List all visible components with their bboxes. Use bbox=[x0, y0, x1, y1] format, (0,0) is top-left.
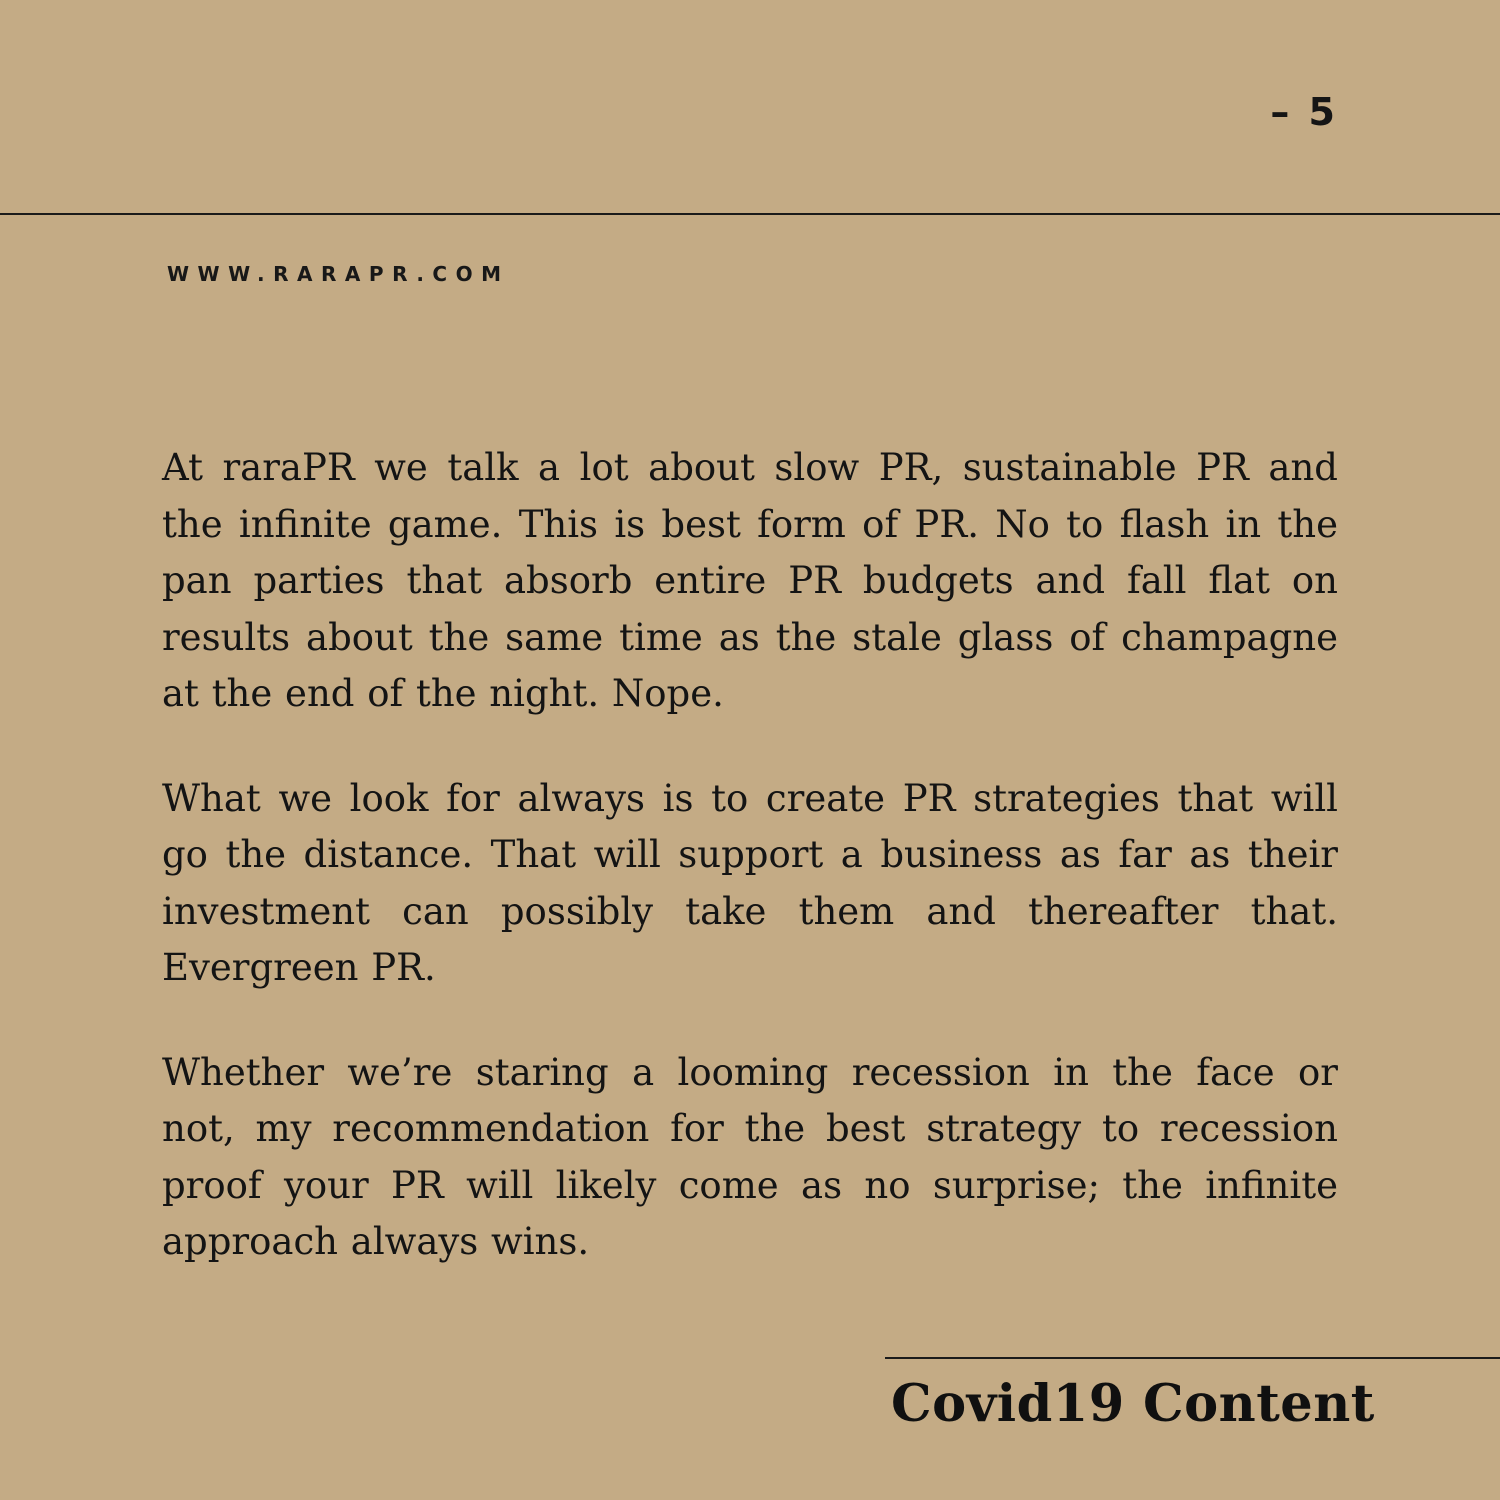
body-text bbox=[162, 440, 1338, 1271]
text-line: not, my recommendation for the best strategy to recession bbox=[162, 1107, 1338, 1150]
text-line: the infinite game. This is best form of PR. No to flash in the bbox=[162, 502, 1338, 546]
text-line: approach always wins. bbox=[162, 1220, 590, 1263]
text-line: results about the same time as the stale glass of champagne bbox=[162, 615, 1338, 659]
paragraph bbox=[162, 771, 1338, 997]
text-line: Whether we’re staring a looming recession in the face or bbox=[162, 1050, 1338, 1094]
text-line: proof your PR will likely come as no surprise; the infinite bbox=[162, 1163, 1338, 1207]
page-number: – 5 bbox=[1270, 90, 1338, 134]
website-url: WWW.RARAPR.COM bbox=[167, 262, 510, 286]
text-line: At raraPR we talk a lot about slow PR, sustainable PR and bbox=[162, 446, 1338, 489]
top-divider bbox=[0, 213, 1500, 215]
text-line: investment can possibly take them and thereafter that. bbox=[162, 889, 1338, 933]
footer-divider bbox=[885, 1357, 1500, 1359]
text-line: pan parties that absorb entire PR budgets and fall flat on bbox=[162, 559, 1338, 602]
text-line: What we look for always is to create PR strategies that will bbox=[162, 776, 1338, 820]
text-line: go the distance. That will support a business as far as their bbox=[162, 833, 1338, 876]
paragraph bbox=[162, 1045, 1338, 1271]
text-line: Evergreen PR. bbox=[162, 946, 436, 989]
paragraph bbox=[162, 440, 1338, 723]
text-line: at the end of the night. Nope. bbox=[162, 672, 724, 715]
footer-title: Covid19 Content bbox=[891, 1374, 1375, 1434]
